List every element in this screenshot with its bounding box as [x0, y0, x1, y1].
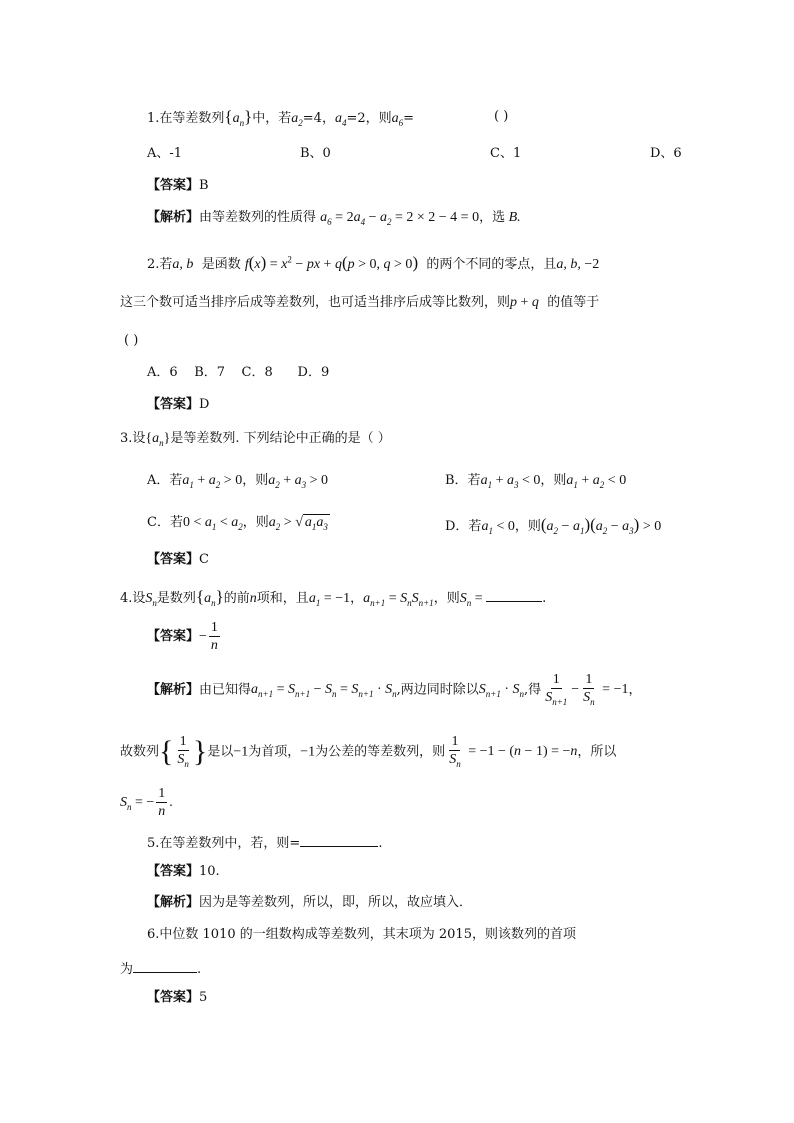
q3-stem: 3.设$\{a_n\}$是等差数列. 下列结论中正确的是（ ）	[120, 431, 391, 448]
q1-option-c: C、1	[490, 146, 522, 161]
q1-analysis: 【解析】由等差数列的性质得 $a_6 = 2a_4 - a_2 = 2 \times 2 - 4 = 0$，选 B.	[147, 210, 521, 227]
q6-line2: 为 .	[120, 962, 202, 977]
q3-option-d: D．若$a_1 < 0$，则$(a_2 - a_1)(a_2 - a_3) > 0$	[445, 515, 662, 536]
q1-option-d: D、6	[650, 146, 682, 161]
q5-analysis: 【解析】因为是等差数列，所以，即，所以，故应填入．	[147, 895, 473, 910]
q6-stem: 6.中位数 1010 的一组数构成等差数列，其末项为 2015，则该数列的首项	[147, 927, 576, 942]
q2-options: A．6 B．7 C．8 D．9	[147, 365, 330, 380]
q1-option-a: A、-1	[147, 146, 183, 161]
q4-stem: 4.设$S_n$是数列$\{a_n\}$的前n项和，且$a_1 = -1$，$a_{n+1} = S_nS_{n+1}$，则$S_n$ = .	[120, 587, 547, 608]
q2-paren: ( )	[124, 333, 139, 348]
q4-blank	[486, 589, 542, 602]
q5-stem: 5.在等差数列中，若，则= .	[147, 836, 383, 851]
q1-option-b: B、0	[300, 146, 331, 161]
q2-line2: 这三个数可适当排序后成等差数列，也可适当排序后成等比数列，则p + q 的值等于	[120, 295, 600, 310]
q4-analysis-line1: 【解析】由已知得$a_{n+1} = S_{n+1} - S_n = S_{n+1} \cdot S_n$,两边同时除以$S_{n+1} \cdot S_n$,得 $\frac{1}{S_{n+1}}$ − $\frac{1}{S_n}$ = −1，	[147, 672, 642, 708]
q4-answer: 【答案】− $\frac{1}{n}$	[147, 620, 218, 654]
q5-blank	[300, 834, 378, 847]
q2-stem: 2.若a, b 是函数 $f(x) = x^2$ − px + q(p > 0, q > 0) 的两个不同的零点，且a, b, −2	[147, 253, 600, 272]
q5-answer: 【答案】10.	[147, 864, 220, 879]
q4-analysis-line3: $S_n$ = − $\frac{1}{n}$ .	[120, 786, 173, 820]
q6-blank	[133, 960, 197, 973]
q3-answer: 【答案】C	[147, 552, 209, 567]
q1-answer: 【答案】B	[147, 178, 209, 193]
q1-paren: ( )	[494, 109, 509, 124]
q6-answer: 【答案】5	[147, 990, 208, 1005]
q1-stem: 1.在等差数列$\{a_n\}$中，若$a_2=4$，$a_4=2$，则$a_6=$	[147, 107, 415, 128]
q3-option-c: C．若$0 < a_1 < a_2$，则$a_2$ > √ $a_1a_3$	[147, 515, 328, 532]
q2-answer: 【答案】D	[147, 397, 210, 412]
q3-option-b: B．若$a_1 + a_3 < 0$，则$a_1 + a_2 < 0$	[445, 473, 627, 490]
q4-analysis-line2: 故数列{ $\frac{1}{S_n}$ }是以−1为首项，−1为公差的等差数列，则 $\frac{1}{S_n}$ = −1 − (n − 1) = −n，所以	[120, 734, 617, 770]
q3-option-a: A．若$a_1 + a_2 > 0$，则$a_2 + a_3 > 0$	[147, 473, 329, 490]
